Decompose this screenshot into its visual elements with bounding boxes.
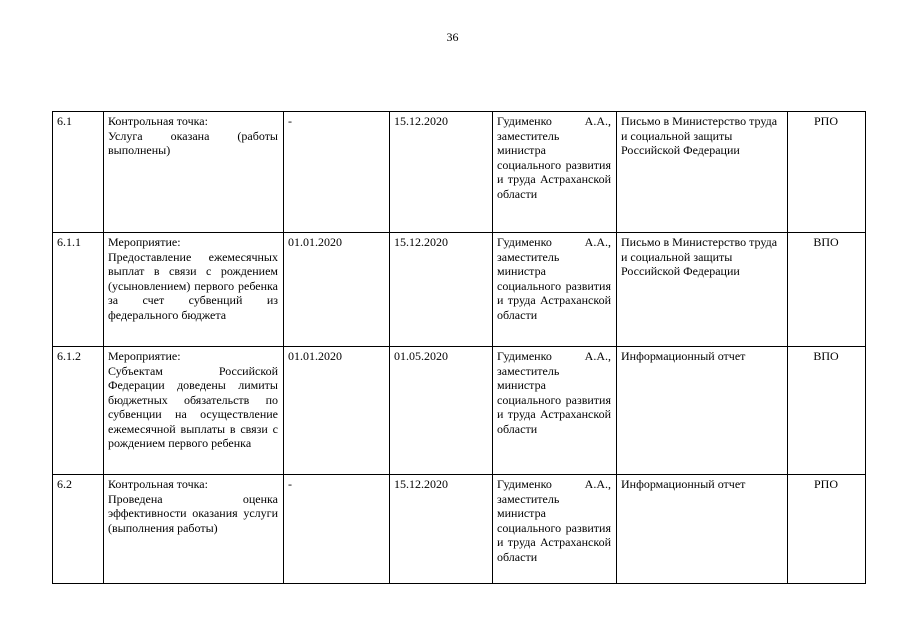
responsible-person: Гудименко А.А., заместитель министра социального развития и труда Астраханской области <box>497 349 611 436</box>
control-level: ВПО <box>788 233 866 347</box>
item-description: Предоставление ежемесячных выплат в связи с рождением (усыновлением) первого ребенка за счет субвенций из федерального бюджета <box>108 249 278 322</box>
item-type-label: Контрольная точка: <box>108 477 208 491</box>
item-name-cell <box>104 112 284 233</box>
item-name-cell <box>104 347 284 475</box>
row-number: 6.1 <box>53 112 104 233</box>
item-type-label: Мероприятие: <box>108 349 181 363</box>
table-row <box>53 233 866 347</box>
end-date: 15.12.2020 <box>390 233 493 347</box>
document-type: Информационный отчет <box>617 475 788 584</box>
plan-table <box>52 111 866 584</box>
responsible-cell <box>493 347 617 475</box>
item-type-label: Мероприятие: <box>108 235 181 249</box>
start-date: - <box>284 112 390 233</box>
table-row <box>53 475 866 584</box>
table-row <box>53 347 866 475</box>
control-level: РПО <box>788 475 866 584</box>
document-type: Письмо в Министерство труда и социальной защиты Российской Федерации <box>617 112 788 233</box>
responsible-person: Гудименко А.А., заместитель министра социального развития и труда Астраханской области <box>497 235 611 322</box>
control-level: ВПО <box>788 347 866 475</box>
item-type-label: Контрольная точка: <box>108 114 208 128</box>
end-date: 01.05.2020 <box>390 347 493 475</box>
end-date: 15.12.2020 <box>390 475 493 584</box>
page-number: 36 <box>446 30 459 44</box>
control-level: РПО <box>788 112 866 233</box>
responsible-cell <box>493 233 617 347</box>
document-type: Письмо в Министерство труда и социальной защиты Российской Федерации <box>617 233 788 347</box>
item-description: Субъектам Российской Федерации доведены лимиты бюджетных обязательств по субвенции на осуществление ежемесячной выплаты в связи с рождением первого ребенка <box>108 363 278 450</box>
table-row <box>53 112 866 233</box>
start-date: 01.01.2020 <box>284 233 390 347</box>
row-number: 6.1.1 <box>53 233 104 347</box>
document-type: Информационный отчет <box>617 347 788 475</box>
responsible-person: Гудименко А.А., заместитель министра социального развития и труда Астраханской области <box>497 114 611 201</box>
start-date: - <box>284 475 390 584</box>
responsible-cell <box>493 112 617 233</box>
item-name-cell <box>104 233 284 347</box>
responsible-cell <box>493 475 617 584</box>
responsible-person: Гудименко А.А., заместитель министра социального развития и труда Астраханской области <box>497 477 611 564</box>
start-date: 01.01.2020 <box>284 347 390 475</box>
item-description: Услуга оказана (работы выполнены) <box>108 128 278 157</box>
item-description: Проведена оценка эффективности оказания услуги (выполнения работы) <box>108 491 278 535</box>
row-number: 6.2 <box>53 475 104 584</box>
end-date: 15.12.2020 <box>390 112 493 233</box>
row-number: 6.1.2 <box>53 347 104 475</box>
item-name-cell <box>104 475 284 584</box>
